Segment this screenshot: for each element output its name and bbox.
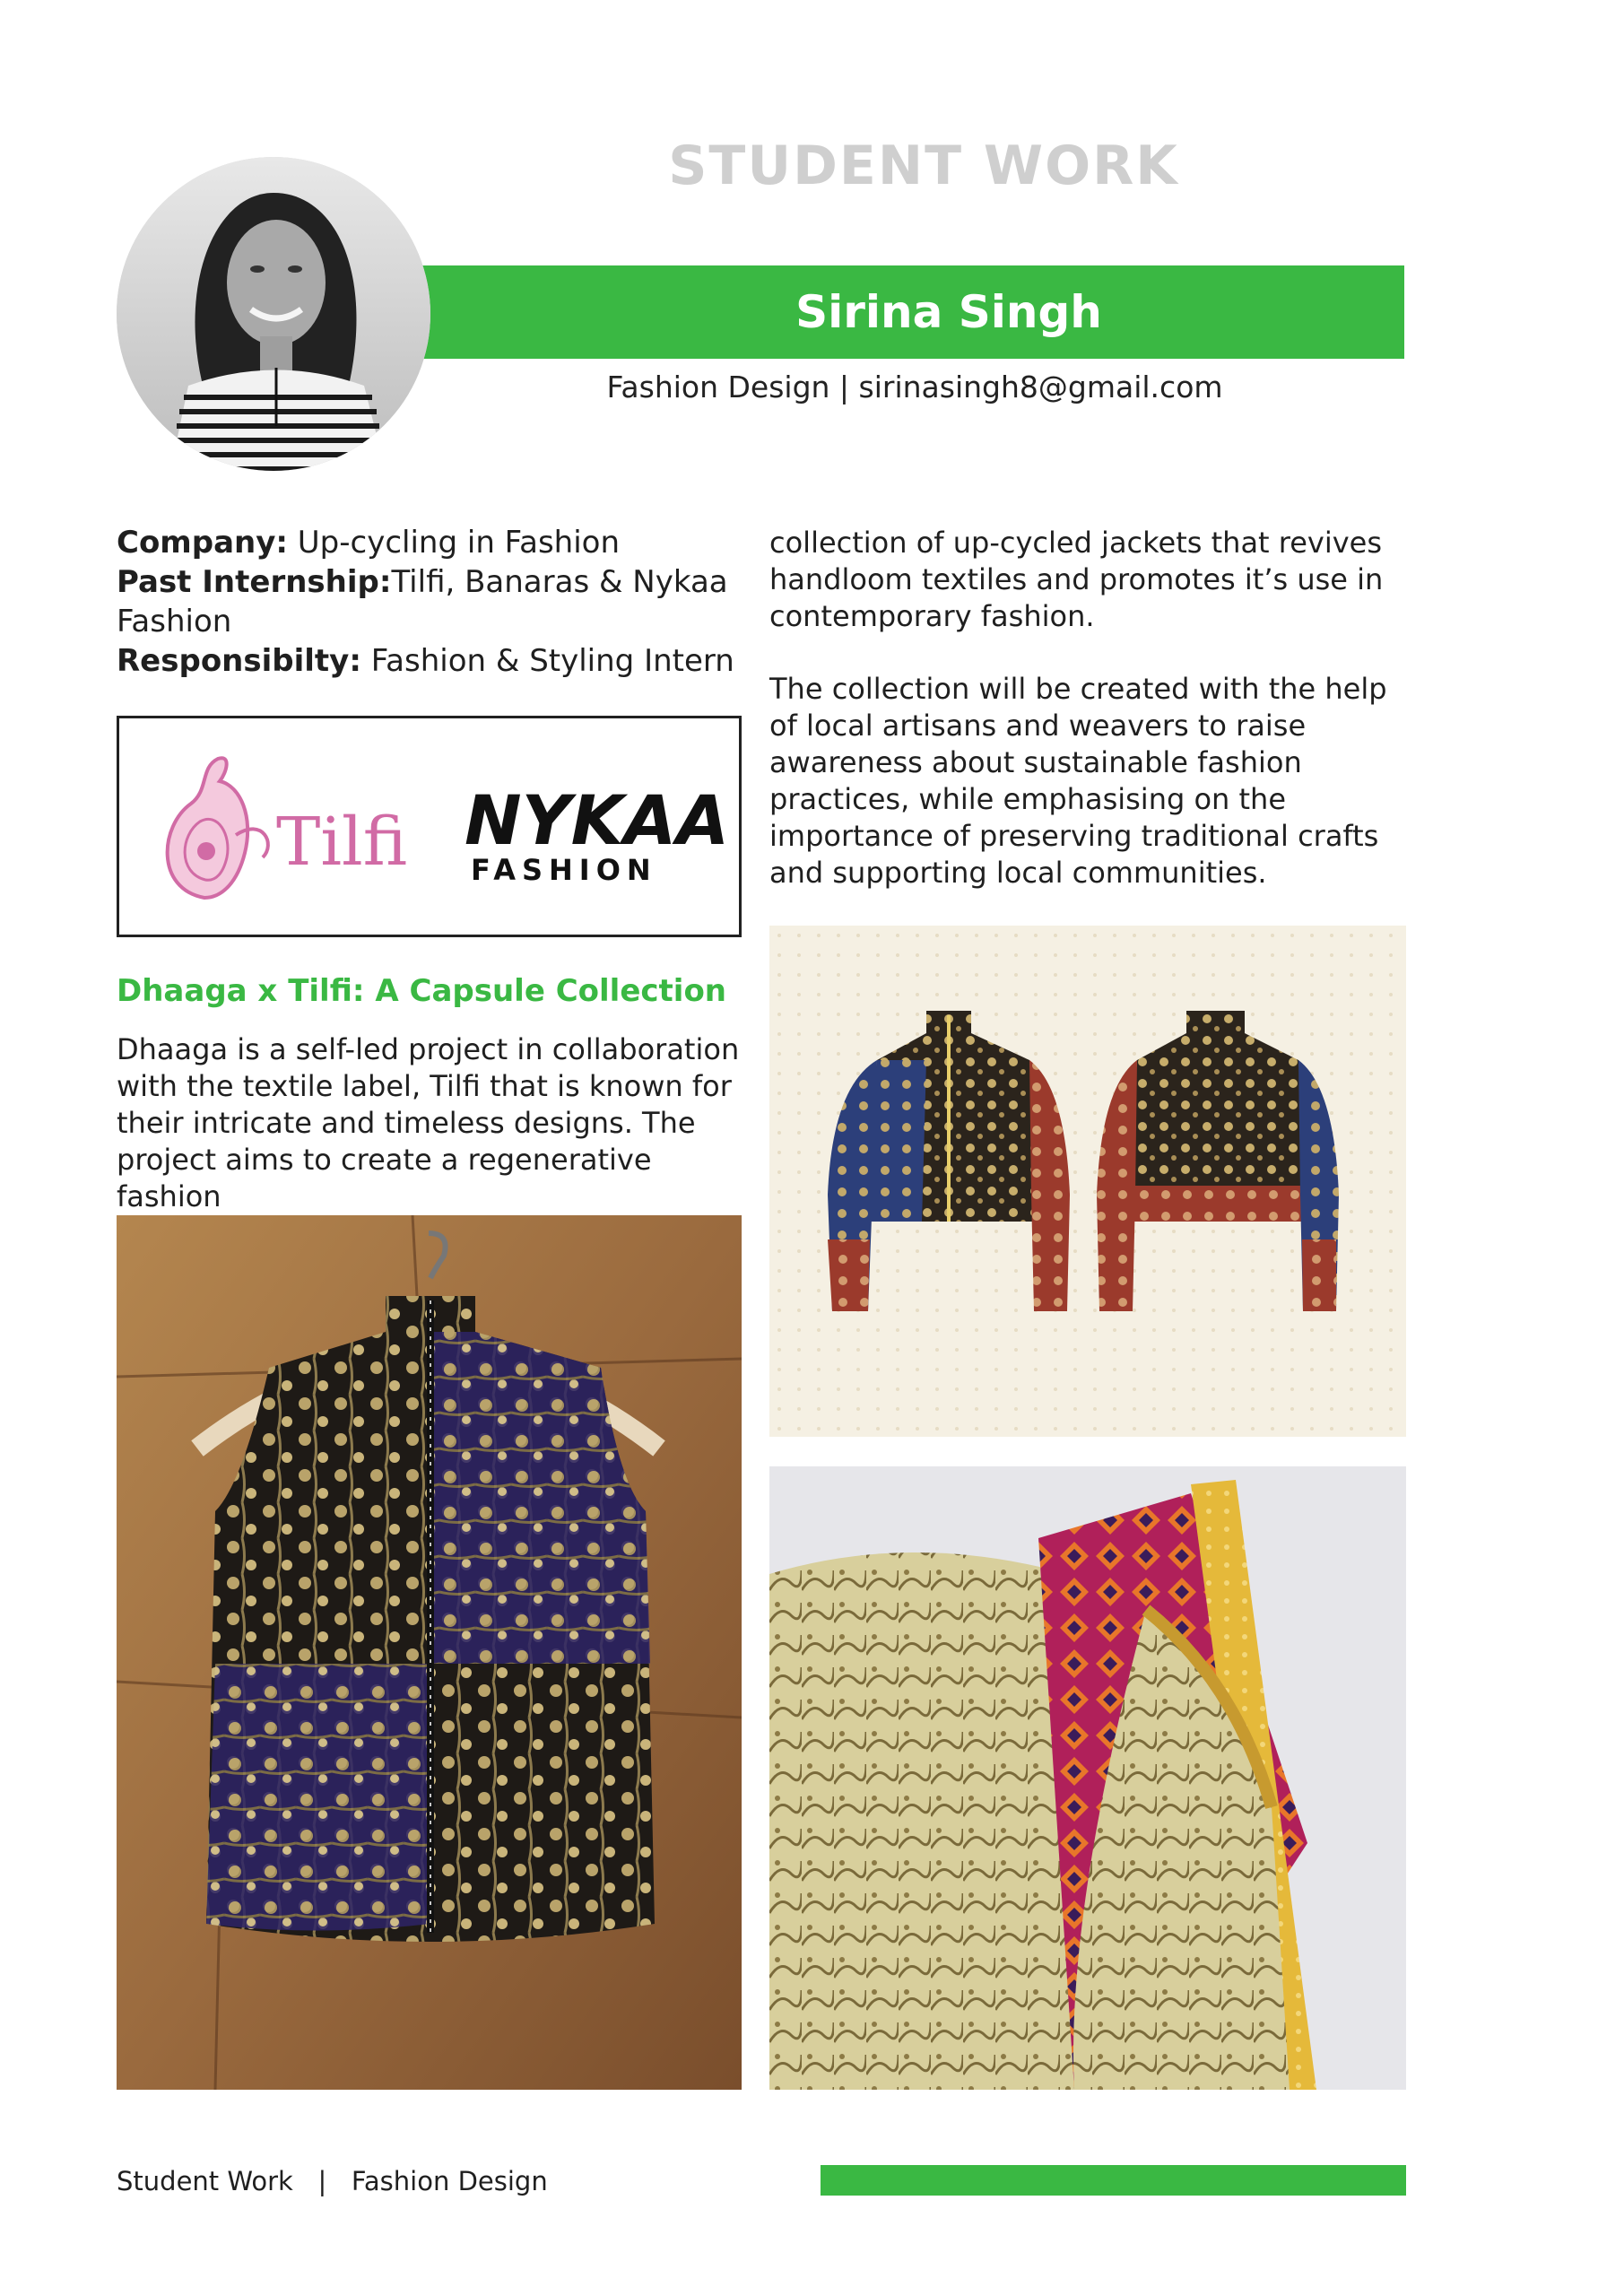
jacket-lining-photo: [769, 1466, 1406, 2090]
nykaa-logo-text: NYKAA: [465, 780, 730, 860]
partner-logos-box: [117, 716, 742, 937]
responsibility-label: Responsibilty:: [117, 643, 361, 679]
footer-text: Student Work | Fashion Design: [117, 2166, 548, 2196]
vest-photo: [117, 1215, 742, 2090]
company-line: [117, 523, 744, 562]
program-email-line: Fashion Design | sirinasingh8@gmail.com: [606, 370, 1223, 404]
responsibility-value: Fashion & Styling Intern: [360, 643, 734, 679]
project-paragraph-1: Dhaaga is a self-led project in collaboration with the textile label, Tilfi that is known for their intricate and timeless designs. The project aims to create a regenerative fashion: [117, 1032, 740, 1213]
jacket-sketch-image: [769, 926, 1406, 1437]
responsibility-line: [117, 641, 744, 681]
project-paragraph-3: The collection will be created with the help of local artisans and weavers to raise awareness about sustainable fashion practices, while emphasising on the importance of preserving traditional crafts and supporting local communities.: [769, 672, 1387, 890]
profile-info: [117, 523, 744, 681]
project-title: Dhaaga x Tilfi: A Capsule Collection: [117, 973, 727, 1009]
footer-accent-bar: [821, 2165, 1406, 2196]
student-name: Sirina Singh: [795, 286, 1102, 338]
tilfi-paisley-icon: [168, 758, 268, 898]
internship-line: [117, 562, 744, 641]
nykaa-fashion-text: FASHION: [471, 853, 657, 887]
project-paragraph-2: collection of up-cycled jackets that revives handloom textiles and promotes it’s use in contemporary fashion.: [769, 526, 1384, 633]
page-heading: STUDENT WORK: [668, 135, 1179, 197]
company-value: Up-cycling in Fashion: [287, 525, 620, 561]
company-label: Company:: [117, 525, 288, 561]
internship-value: Tilfi, Banaras & Nykaa Fashion: [117, 564, 728, 639]
project-description-right: [769, 525, 1415, 927]
student-avatar: [117, 157, 430, 471]
tilfi-logo-text: Tilfi: [276, 804, 408, 881]
internship-label: Past Internship:: [117, 564, 392, 600]
